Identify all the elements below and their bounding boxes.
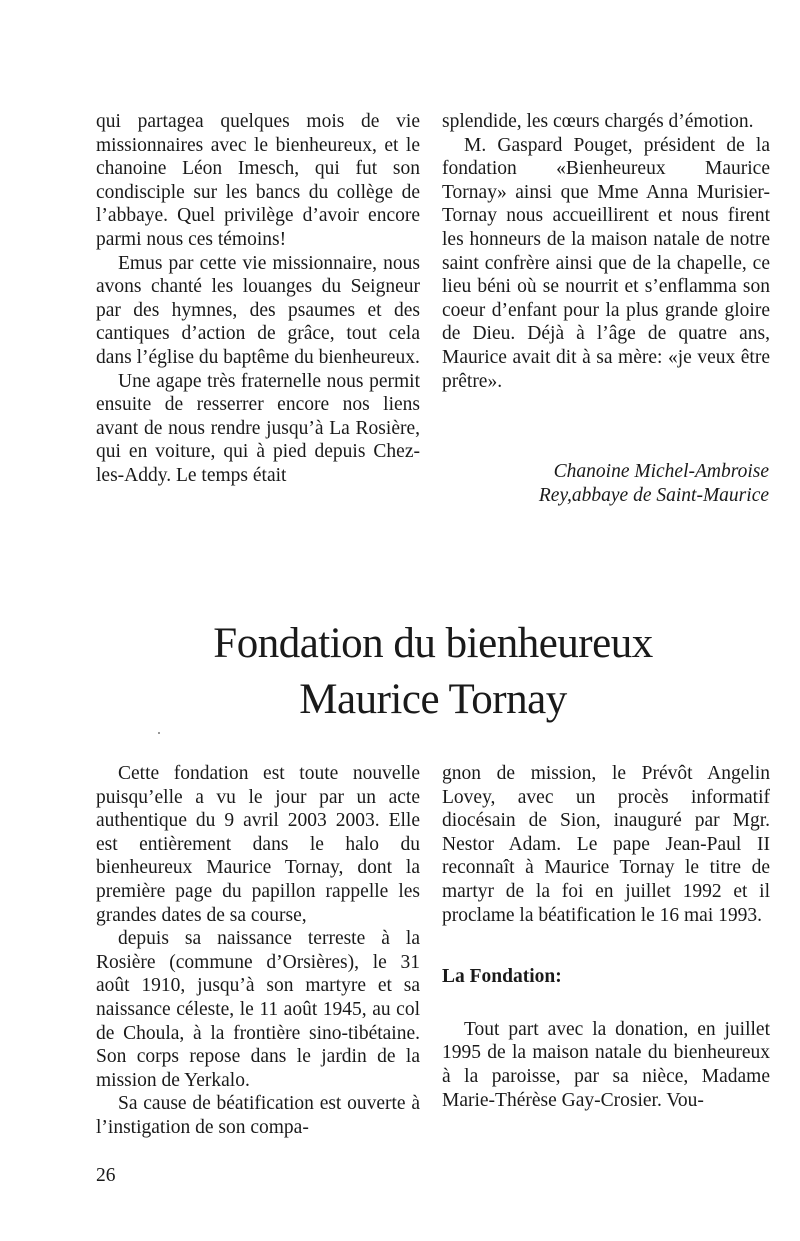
page-number: 26 (96, 1165, 116, 1186)
paragraph: gnon de mission, le Prévôt Angelin Lovey, avec un procès informatif diocésain de Sion, inauguré par Mgr. Nestor Adam. Le pape Jean-Paul II reconnaît à Maurice Tornay le titre de martyr de la foi en juillet 1992 et il proclame la béatification le 16 mai 1993. (442, 763, 770, 926)
top-left-column (96, 110, 420, 488)
paragraph: Une agape très fraternelle nous permit ensuite de resserrer encore nos liens avant de nous rendre jusqu’à La Rosière, qui en voiture, qui à pied depuis Chez-les-Addy. Le temps était (96, 370, 420, 486)
paragraph: qui partagea quelques mois de vie missionnaires avec le bienheureux, et le chanoine Léon Imesch, qui fut son condisciple sur les bancs du collège de l’abbaye. Quel privilège d’avoir encore parmi nous ces témoins! (96, 111, 420, 250)
title-line-1: Fondation du bienheureux (213, 620, 653, 667)
top-right-column (442, 110, 770, 393)
signature-line-1: Chanoine Michel-Ambroise (553, 461, 769, 482)
paragraph: depuis sa naissance terreste à la Rosière (commune d’Orsières), le 31 août 1910, jusqu’à son martyre et sa naissance céleste, le 11 août 1945, au col de Choula, à la frontière sino-tibétaine. Son corps repose dans le jardin de la mission de Yerkalo. (96, 928, 420, 1091)
print-speck (158, 732, 160, 734)
paragraph: splendide, les cœurs chargés d’émotion. (442, 111, 754, 132)
paragraph: Emus par cette vie missionnaire, nous avons chanté les louanges du Seigneur par des hymnes, des psaumes et des cantiques d’action de grâce, tout cela dans l’église du baptême du bienheureux. (96, 252, 420, 368)
author-signature (539, 460, 769, 508)
bottom-left-column (96, 762, 420, 1140)
paragraph: Cette fondation est toute nouvelle puisqu’elle a vu le jour par un acte authentique du 9 avril 2003 2003. Elle est entièrement dans le halo du bienheureux Maurice Tornay, dont la première page du papillon rappelle les grandes dates de sa course, (96, 763, 420, 926)
paragraph: M. Gaspard Pouget, président de la fondation «Bienheureux Maurice Tornay» ainsi que Mme Anna Murisier-Tornay nous accueillirent et nous firent les honneurs de la maison natale de notre saint confrère ainsi que de la chapelle, ce lieu béni où se nourrit et s’enflamma son coeur d’enfant pour la plus grande gloire de Dieu. Déjà à l’âge de quatre ans, Maurice avait dit à sa mère: «je veux être prêtre». (442, 134, 770, 392)
article-title (0, 616, 800, 728)
paragraph: Sa cause de béatification est ouverte à l’instigation de son compa- (96, 1093, 420, 1138)
signature-line-2: Rey,abbaye de Saint-Maurice (538, 485, 769, 506)
paragraph: Tout part avec la donation, en juillet 1995 de la maison natale du bienheureux à la paroisse, par sa nièce, Madame Marie-Thérèse Gay-Crosier. Vou- (442, 1018, 770, 1111)
title-line-2: Maurice Tornay (299, 676, 567, 723)
section-heading: La Fondation: (442, 966, 562, 988)
bottom-right-column (442, 762, 770, 1112)
